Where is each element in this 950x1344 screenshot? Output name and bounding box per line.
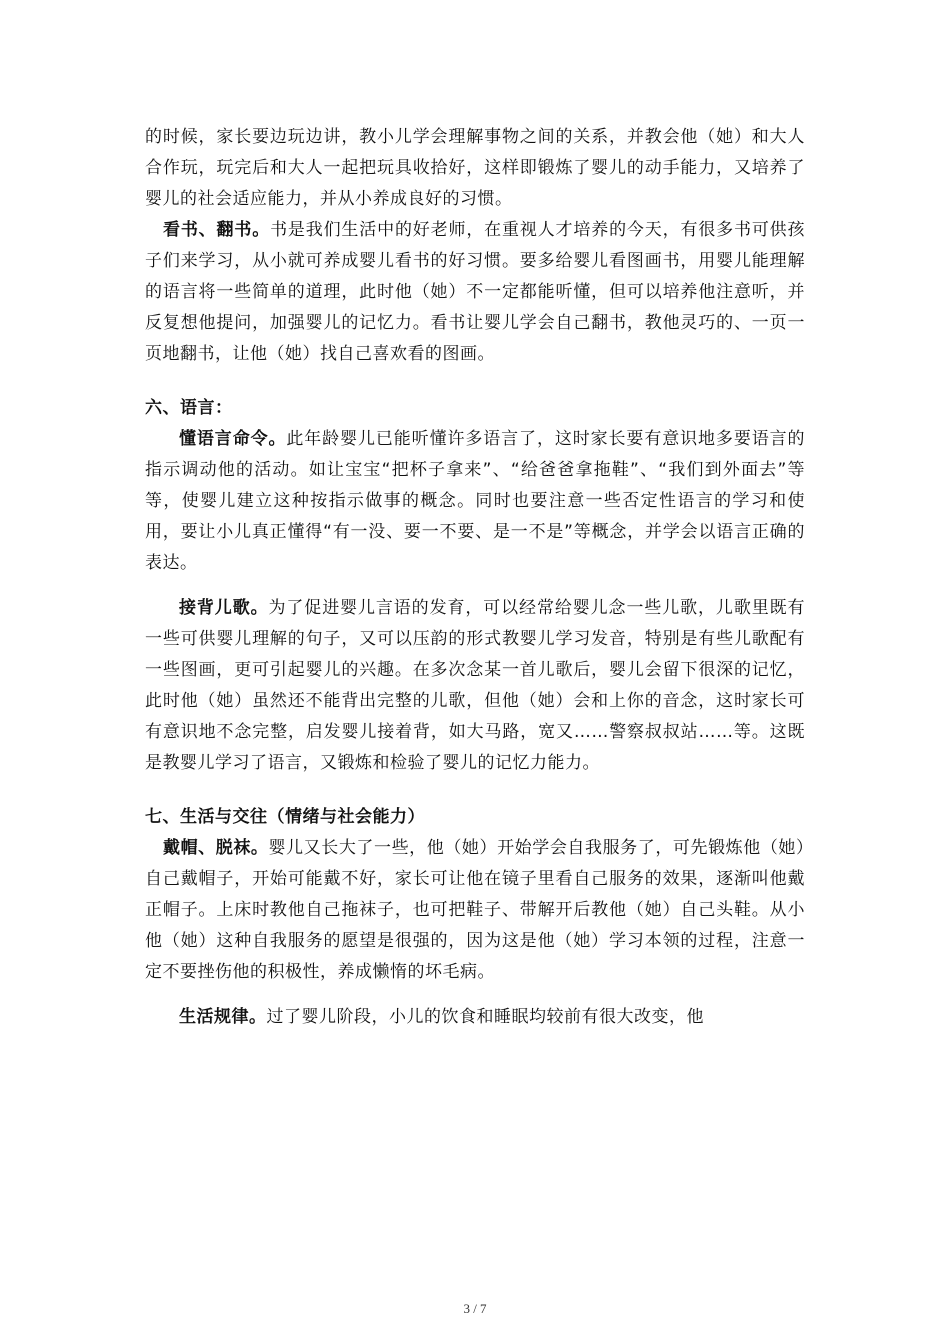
paragraph-routine [145, 1002, 805, 1033]
page-number: 3 / 7 [463, 1301, 487, 1316]
paragraph-language-commands [145, 424, 805, 579]
paragraph-lead: 懂语言命令。 [179, 429, 287, 449]
paragraph-hat-socks [145, 833, 805, 988]
paragraph-continuation: 的时候，家长要边玩边讲，教小儿学会理解事物之间的关系，并教会他（她）和大人合作玩，玩完后和大人一起把玩具收拾好，这样即锻炼了婴儿的动手能力，又培养了婴儿的社会适应能力，并从小养成良好的习惯。 [145, 127, 805, 209]
paragraph-lead: 戴帽、脱袜。 [163, 838, 269, 858]
paragraph-lead: 接背儿歌。 [179, 598, 269, 618]
paragraph-lead: 生活规律。 [179, 1007, 267, 1027]
paragraph-lead: 看书、翻书。 [163, 220, 271, 240]
paragraph-text: 为了促进婴儿言语的发育，可以经常给婴儿念一些儿歌，儿歌里既有一些可供婴儿理解的句子，又可以压韵的形式教婴儿学习发音，特别是有些儿歌配有一些图画，更可引起婴儿的兴趣。在多次念某一首儿歌后，婴儿会留下很深的记忆，此时他（她）虽然还不能背出完整的儿歌，但他（她）会和上你的音念，这时家长可有意识地不念完整，启发婴儿接着背，如大马路，宽又……警察叔叔站……等。这既是教婴儿学习了语言，又锻炼和检验了婴儿的记忆力能力。 [145, 598, 806, 773]
paragraph-text: 书是我们生活中的好老师，在重视人才培养的今天，有很多书可供孩子们来学习，从小就可养成婴儿看书的好习惯。要多给婴儿看图画书，用婴儿能理解的语言将一些简单的道理，此时他（她）不一定都能听懂，但可以培养他注意听，并反复想他提问，加强婴儿的记忆力。看书让婴儿学会自己翻书，教他灵巧的、一页一页地翻书，让他（她）找自己喜欢看的图画。 [145, 220, 806, 364]
section-heading-social: 七、生活与交往（情绪与社会能力） [145, 807, 425, 827]
document-body [145, 122, 805, 1033]
paragraph-text: 过了婴儿阶段，小儿的饮食和睡眠均较前有很大改变，他 [266, 1007, 704, 1027]
paragraph-text: 婴儿又长大了一些，他（她）开始学会自我服务了，可先锻炼他（她）自己戴帽子，开始可能戴不好，家长可让他在镜子里看自己服务的效果，逐渐叫他戴正帽子。上床时教他自己拖袜子，也可把鞋子、带解开后教他（她）自己头鞋。从小他（她）这种自我服务的愿望是很强的，因为这是他（她）学习本领的过程，注意一定不要挫伤他的积极性，养成懒惰的坏毛病。 [145, 838, 805, 982]
paragraph-text: 此年龄婴儿已能听懂许多语言了，这时家长要有意识地多要语言的指示调动他的活动。如让宝宝“把杯子拿来”、“给爸爸拿拖鞋”、“我们到外面去”等等，使婴儿建立这种按指示做事的概念。同时也要注意一些否定性语言的学习和使用，要让小儿真正懂得“有一没、要一不要、是一不是”等概念，并学会以语言正确的表达。 [145, 429, 806, 573]
section-heading-language: 六、语言： [145, 398, 233, 418]
paragraph-nursery-rhymes [145, 593, 805, 779]
paragraph-reading-books [145, 215, 805, 370]
